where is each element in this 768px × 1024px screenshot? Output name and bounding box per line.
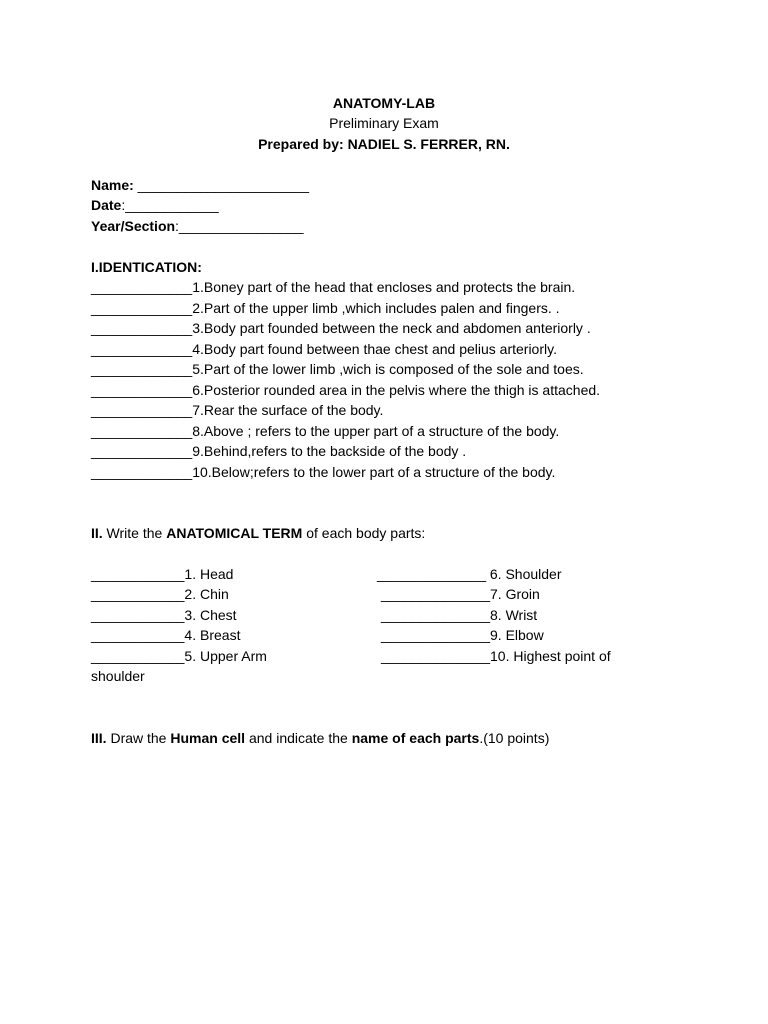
part1-item: _____________4.Body part found between thae chest and pelius arteriorly. (91, 341, 557, 357)
part3-instruction (91, 730, 549, 747)
part3-bold: name of each parts (351, 730, 480, 746)
part1-item: _____________5.Part of the lower limb ,wich is composed of the sole and toes. (91, 361, 584, 377)
name-blank: ______________________ (133, 177, 309, 193)
date-label: Date (91, 197, 122, 213)
date-field (91, 197, 219, 214)
part1-item: _____________1.Boney part of the head that encloses and protects the brain. (91, 279, 576, 295)
part3-text: and indicate the (245, 730, 352, 746)
part1-item: _____________7.Rear the surface of the body. (91, 402, 384, 418)
part3-bold: Human cell (170, 730, 246, 746)
part1-item: _____________2.Part of the upper limb ,which includes palen and fingers. . (91, 300, 560, 316)
part2-instruction (91, 525, 425, 542)
part1-item: _____________8.Above ; refers to the upper part of a structure of the body. (91, 423, 560, 439)
part3-number: III. (91, 730, 107, 746)
part2-left-item: ____________5. Upper Arm (91, 648, 267, 664)
name-label: Name: (91, 177, 134, 193)
part2-right-item: ______________8. Wrist (381, 607, 538, 623)
part1-item: _____________3.Body part founded between the neck and abdomen anteriorly . (91, 320, 591, 336)
part2-left-item: ____________2. Chin (91, 586, 229, 602)
part3-text: .(10 points) (479, 730, 550, 746)
part1-item: _____________10.Below;refers to the lower part of a structure of the body. (91, 464, 556, 480)
part2-text: Write the (102, 525, 167, 541)
exam-title: ANATOMY-LAB (332, 95, 436, 111)
prepared-by: Prepared by: NADIEL S. FERRER, RN. (258, 136, 510, 152)
exam-subtitle: Preliminary Exam (329, 115, 439, 131)
part2-right-item: ______________9. Elbow (381, 627, 544, 643)
part2-left-item: ____________4. Breast (91, 627, 241, 643)
date-blank: :____________ (121, 197, 219, 213)
part2-wrap-text: shoulder (91, 668, 145, 684)
part1-item: _____________6.Posterior rounded area in the pelvis where the thigh is attached. (91, 382, 601, 398)
year-section-label: Year/Section (91, 218, 176, 234)
part2-right-item: ______________ 6. Shoulder (377, 566, 562, 582)
year-section-field (91, 218, 304, 235)
part2-left-item: ____________1. Head (91, 566, 234, 582)
part3-text: Draw the (106, 730, 171, 746)
part2-right-item: ______________10. Highest point of (381, 648, 611, 664)
year-section-blank: :________________ (175, 218, 304, 234)
part2-left-item: ____________3. Chest (91, 607, 237, 623)
name-field (91, 177, 309, 194)
part1-heading: I.IDENTICATION: (91, 259, 202, 275)
part2-term: ANATOMICAL TERM (166, 525, 303, 541)
part2-number: II. (91, 525, 103, 541)
part2-text: of each body parts: (302, 525, 426, 541)
part2-right-item: ______________7. Groin (381, 586, 540, 602)
part1-item: _____________9.Behind,refers to the backside of the body . (91, 443, 467, 459)
